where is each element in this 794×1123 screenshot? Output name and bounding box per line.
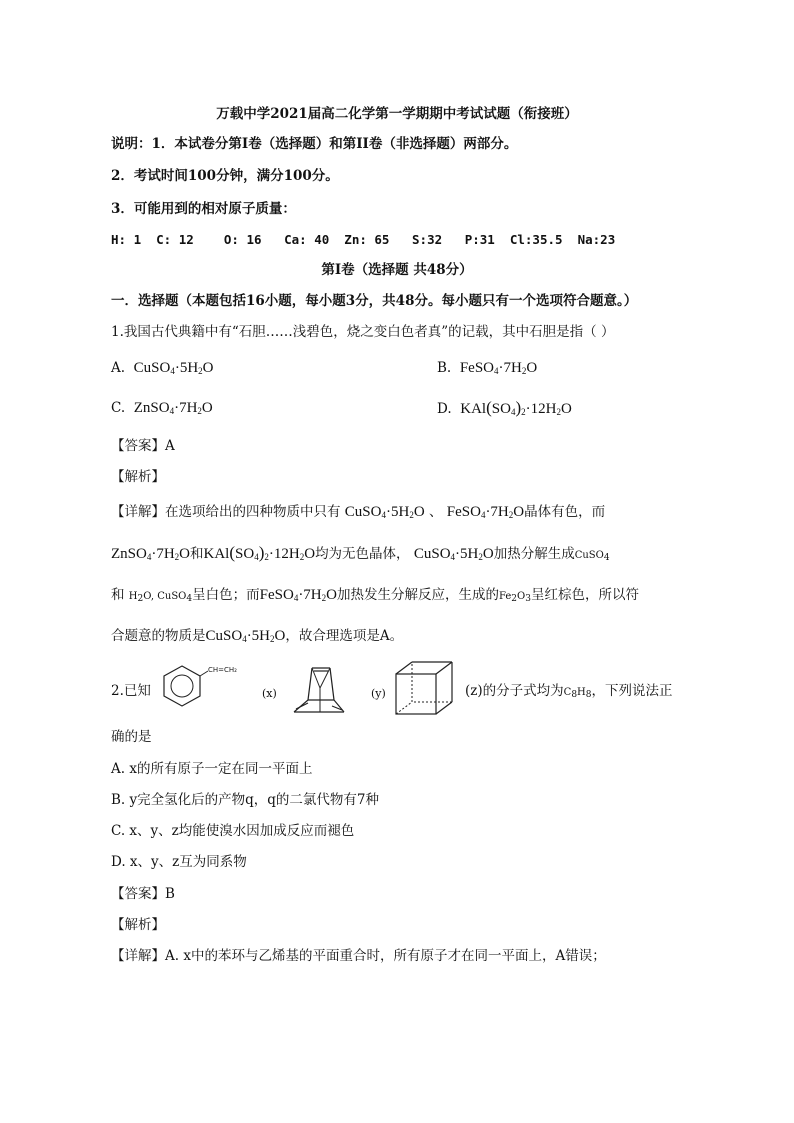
q2-analysis: 【解析】 (111, 917, 165, 933)
q1-option-d (437, 398, 572, 422)
q2-stem-suffix (465, 681, 673, 705)
q1-detail-line3 (111, 585, 639, 609)
q1-detail-text: 加热分解生成 (493, 546, 575, 562)
q1-option-b-formula: $FeSO_4\cdot 7H_2O$ (459, 360, 538, 376)
note-2: 2．考试时间100分钟，满分100分。 (111, 168, 339, 184)
q1-option-c-formula: $ZnSO_4\cdot 7H_2O$ (133, 400, 213, 416)
note-1: 说明：1．本试卷分第Ⅰ卷（选择题）和第II卷（非选择题）两部分。 (111, 136, 518, 152)
q1-detail-text: 呈白色；而 (192, 587, 260, 603)
q2-answer: 【答案】B (111, 886, 175, 902)
q2-x-label: (x) (262, 687, 277, 700)
note-3: 3．可能用到的相对原子质量： (111, 201, 296, 217)
q1-detail-text: 【详解】在选项给出的四种物质中只有 (111, 504, 341, 520)
q1-detail-text: 和 (111, 587, 125, 603)
q1-detail-text: 和 (190, 546, 204, 562)
formula-feso4-7h2o: $FeSO_4\cdot 7H_2O$ (259, 587, 337, 603)
q1-option-c-label: C. (111, 400, 126, 416)
q1-detail-text: 均为无色晶体， (315, 546, 410, 562)
q1-answer: 【答案】A (111, 438, 175, 454)
formula-feso4-7h2o: $FeSO_4\cdot 7H_2O$ (446, 504, 525, 520)
q1-option-c (111, 398, 213, 421)
q2-option-b: B. y完全氢化后的产物q，q的二氯代物有7种 (111, 792, 380, 808)
formula-cuso4-5h2o: $CuSO_4\cdot 5H_2O$ (344, 504, 425, 520)
q1-detail-line2 (111, 543, 610, 568)
q1-detail-text: ，故合理选项是A。 (285, 628, 404, 644)
vinyl-label: CH=CH₂ (208, 666, 237, 674)
q1-option-b-label: B. (437, 360, 452, 376)
formula-h2o-small: $H_2O$, CuSO$_4$ (128, 591, 193, 604)
q2-stem-cont: 确的是 (111, 729, 152, 745)
q1-option-a (111, 358, 214, 381)
formula-fe2o3-small: $Fe_2O_3$ (498, 591, 531, 604)
q1-detail-line1 (111, 502, 605, 525)
q1-option-b (437, 358, 537, 381)
q1-analysis: 【解析】 (111, 469, 165, 485)
q2-option-a: A. x的所有原子一定在同一平面上 (111, 761, 313, 777)
q1-detail-text: 加热发生分解反应，生成的 (336, 587, 499, 603)
exam-title: 万载中学2021届高二化学第一学期期中考试试题（衔接班） (216, 106, 578, 122)
formula-znso4-7h2o: $ZnSO_4\cdot 7H_2O$ (111, 546, 191, 562)
q1-stem: 1.我国古代典籍中有“石胆……浅碧色，烧之变白色者真”的记载，其中石胆是指（ ） (111, 324, 615, 340)
formula-c8h8: $C_8H_8$ (563, 687, 592, 700)
q1-detail-text: 合题意的物质是 (111, 628, 206, 644)
q2-option-c: C. x、y、z均能使溴水因加成反应而褪色 (111, 823, 355, 839)
q2-z-text: (z)的分子式均为 (465, 683, 564, 699)
q1-option-a-formula: $CuSO_4\cdot 5H_2O$ (133, 360, 214, 376)
q2-detail-a: 【详解】A. x中的苯环与乙烯基的平面重合时，所有原子才在同一平面上，A错误； (111, 948, 606, 964)
q1-detail-text: 晶体有色，而 (524, 504, 606, 520)
section-title: 第Ⅰ卷（选择题 共48分） (321, 262, 473, 278)
q1-option-a-label: A. (111, 360, 126, 376)
cubane-structure (392, 658, 458, 718)
q1-option-d-formula: $KAl(SO_4)_2\cdot 12H_2O$ (460, 398, 572, 417)
q1-detail-text: 呈红棕色，所以符 (530, 587, 639, 603)
bicyclic-structure (286, 660, 348, 720)
q2-stem-prefix: 2.已知 (111, 683, 151, 699)
q1-detail-line4 (111, 626, 403, 649)
q2-stem-text: ，下列说法正 (591, 683, 673, 699)
formula-cuso4-small: CuSO$_4$ (574, 550, 610, 563)
atomic-masses: H: 1 C: 12 O: 16 Ca: 40 Zn: 65 S:32 P:31 Cl:35.5 Na:23 (111, 232, 616, 247)
q1-option-d-label: D. (437, 401, 452, 417)
q1-detail-text: 、 (428, 504, 443, 520)
q2-option-d: D. x、y、z互为同系物 (111, 854, 247, 870)
formula-alum: $KAl(SO_4)_2\cdot 12H_2O$ (203, 543, 316, 562)
part-header: 一．选择题（本题包括16小题，每小题3分，共48分。每小题只有一个选项符合题意。） (111, 293, 638, 309)
styrene-structure (156, 660, 237, 712)
q2-y-label: (y) (371, 687, 386, 700)
formula-cuso4-5h2o: $CuSO_4\cdot 5H_2O$ (205, 628, 286, 644)
formula-cuso4-5h2o: $CuSO_4\cdot 5H_2O$ (413, 546, 494, 562)
